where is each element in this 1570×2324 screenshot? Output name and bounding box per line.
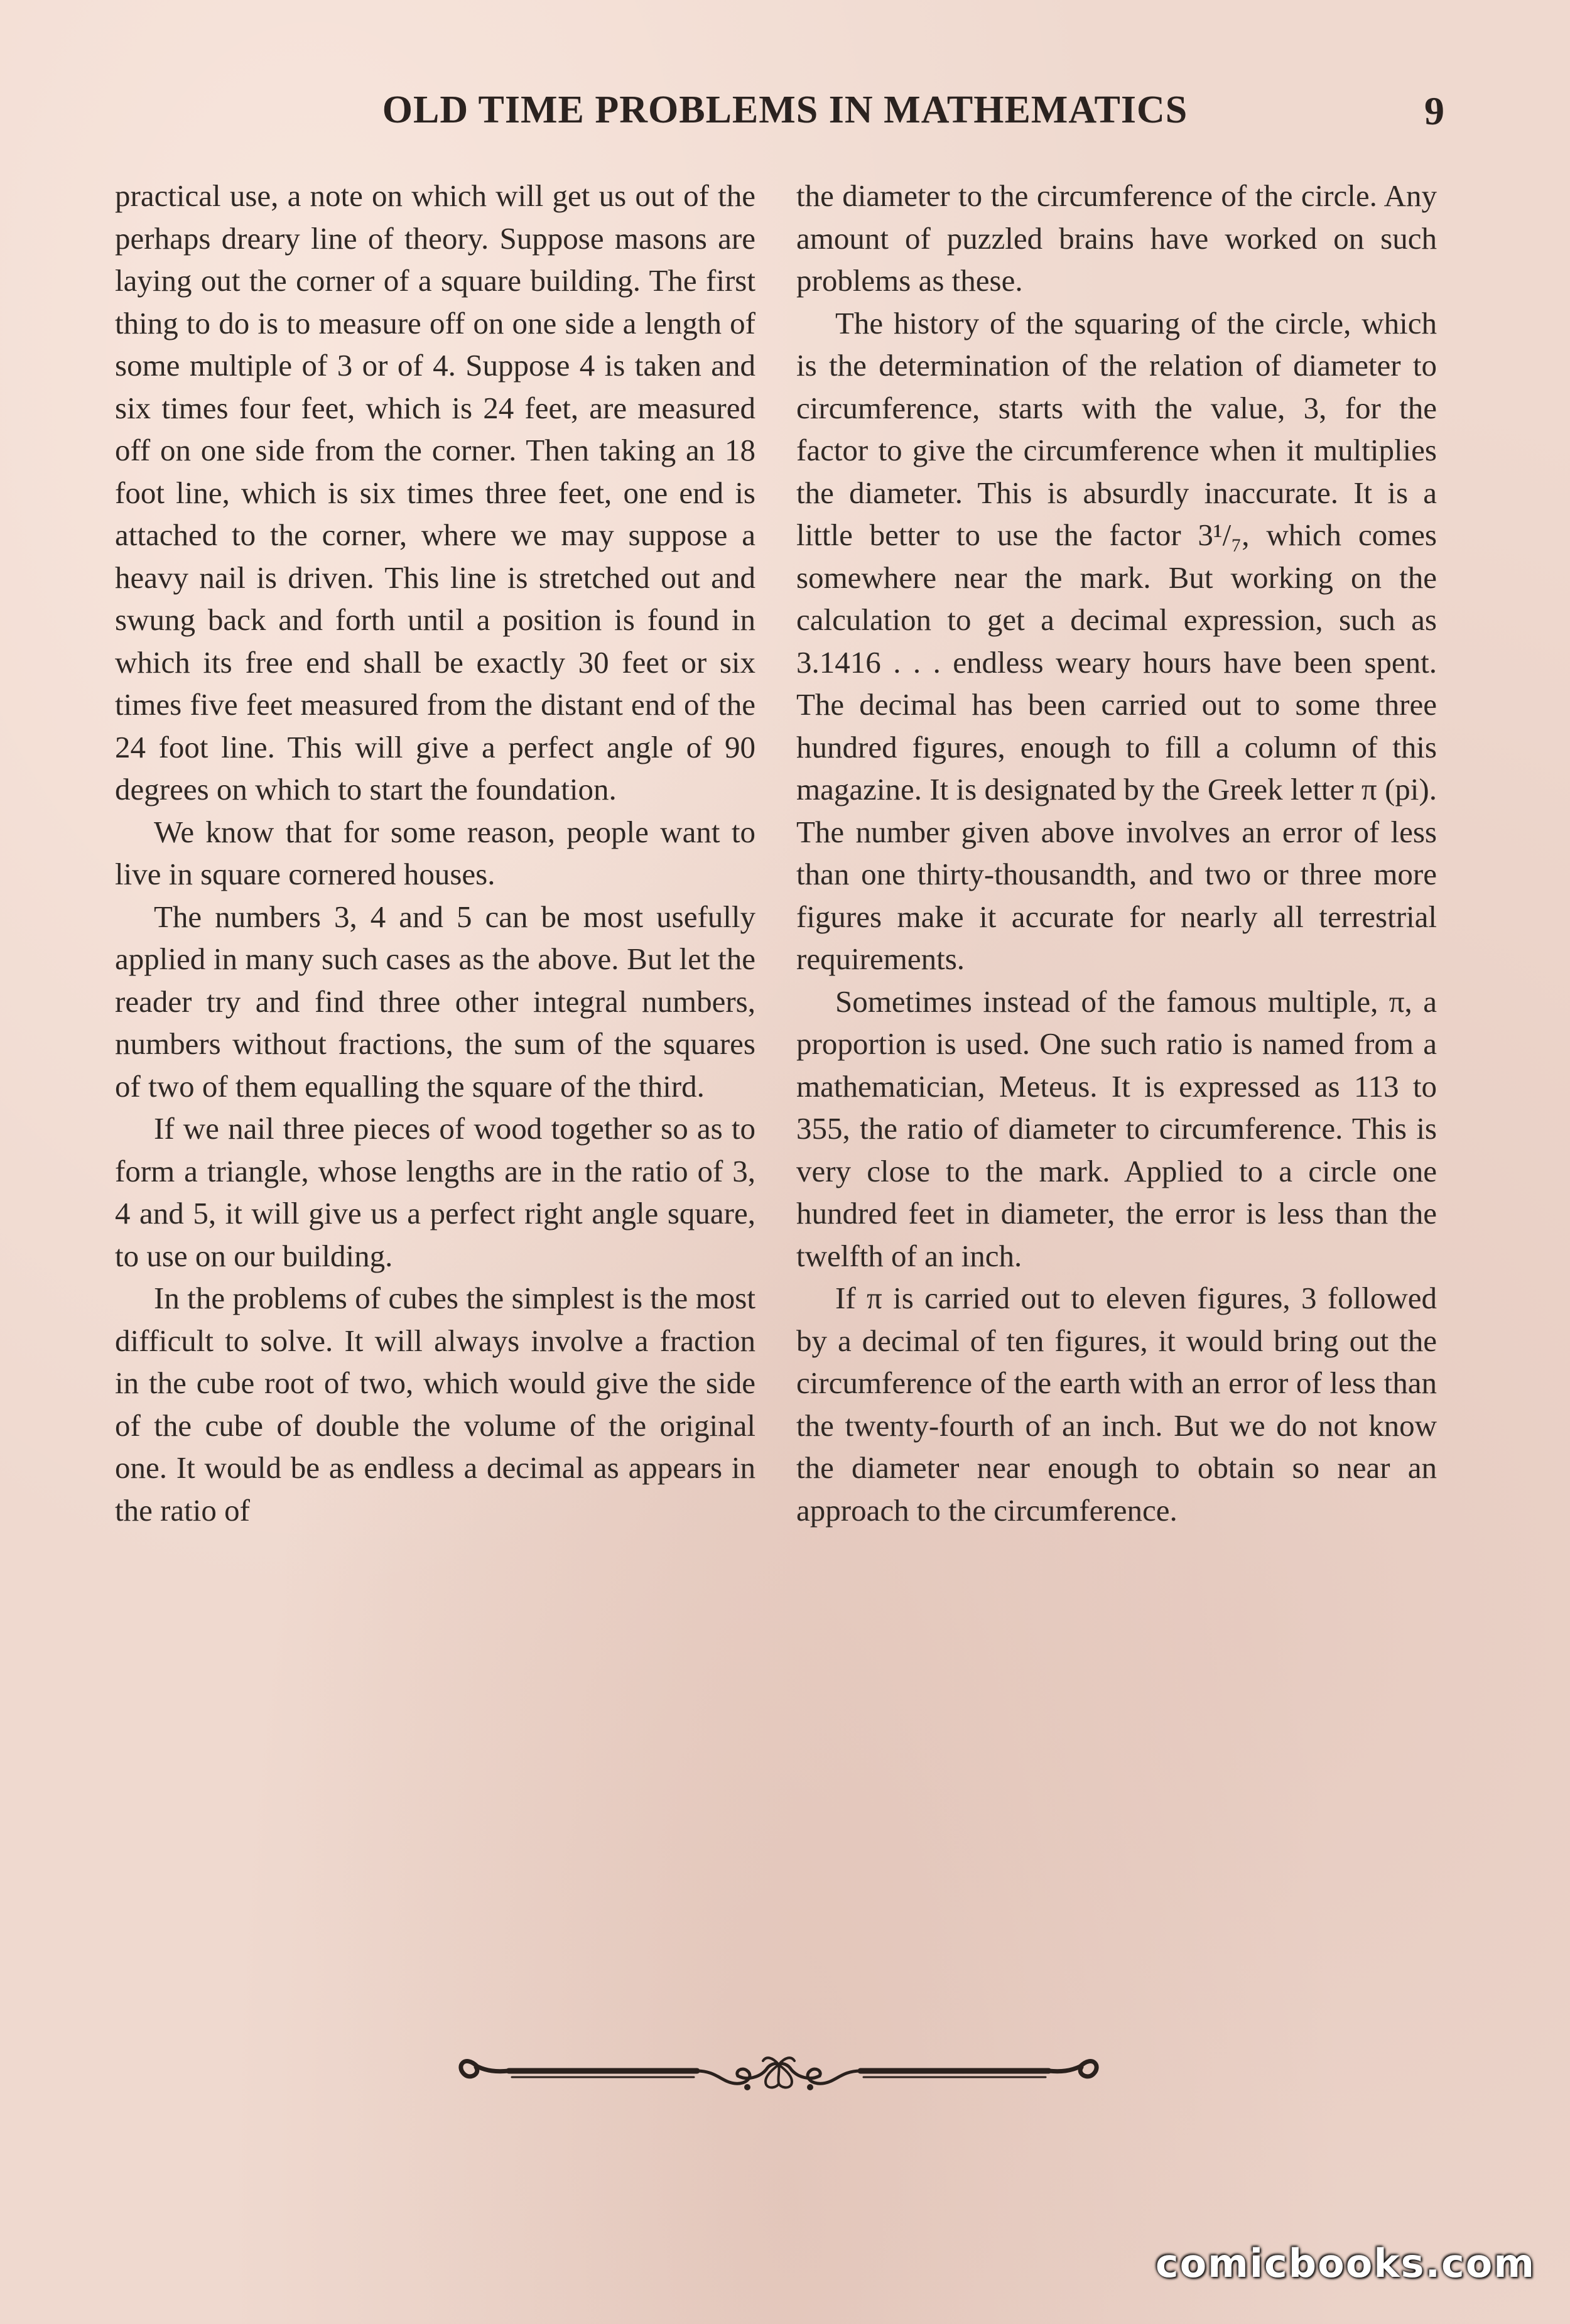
watermark: comicbooks.com (1155, 2240, 1535, 2286)
paragraph: Sometimes instead of the famous multiple, π, a proportion is used. One such ratio is named from a mathematician, Meteus. It is expressed as 113 to 355, the ratio of diameter to circumference. This is very close to the mark. Applied to a circle one hundred feet in diameter, the error is less than the twelfth of an inch. (796, 984, 1437, 1273)
paragraph: In the problems of cubes the simplest is the most difficult to solve. It will always involve a fraction in the cube root of two, which would give the side of the cube of double the volume of the original one. It would be as endless a decimal as appears in the ratio of (115, 1281, 755, 1528)
page-number: 9 (1424, 89, 1444, 133)
page-header (113, 88, 1457, 144)
scroll-flourish-divider-icon (452, 2032, 1105, 2101)
paragraph: If we nail three pieces of wood together so as to form a triangle, whose lengths are in the ratio of 3, 4 and 5, it will give us a perfect right angle square, to use on our building. (115, 1111, 755, 1273)
paragraph: the diameter to the circumference of the circle. Any amount of puzzled brains have worked on such problems as these. (796, 178, 1437, 298)
paragraph: If π is carried out to eleven figures, 3 followed by a decimal of ten figures, it would bring out the circumference of the earth with an error of less than the twenty-fourth of an inch. But we do not know the diameter near enough to obtain so near an approach to the circumference. (796, 1281, 1437, 1528)
paragraph: practical use, a note on which will get us out of the perhaps dreary line of theory. Suppose masons are laying out the corner of a square building. The first thing to do is to measure off on one side a length of some multiple of 3 or of 4. Suppose 4 is taken and six times four feet, which is 24 feet, are measured off on one side from the corner. Then taking an 18 foot line, which is six times three feet, one end is attached to the corner, where we may suppose a heavy nail is driven. This line is stretched out and swung back and forth until a position is found in which its free end shall be exactly 30 feet or six times five feet measured from the distant end of the 24 foot line. This will give a perfect angle of 90 degrees on which to start the foundation. (115, 178, 755, 806)
running-head: OLD TIME PROBLEMS IN MATHEMATICS (382, 89, 1188, 131)
right-column (796, 175, 1437, 1531)
left-column (115, 175, 755, 1531)
paragraph: The numbers 3, 4 and 5 can be most usefully applied in many such cases as the above. But let the reader try and find three other integral numbers, numbers without fractions, the sum of the squares of two of them equalling the square of the third. (115, 899, 755, 1104)
paragraph: The history of the squaring of the circle, which is the determination of the relation of diameter to circumference, starts with the value, 3, for the factor to give the circumference when it multiplies the diameter. This is absurdly inaccurate. It is a little better to use the factor 3¹/₇, which comes somewhere near the mark. But working on the calculation to get a decimal expression, such as 3.1416 . . . endless weary hours have been spent. The decimal has been carried out to some three hundred figures, enough to fill a column of this magazine. It is designated by the Greek letter π (pi). The number given above involves an error of less than one thirty-thousandth, and two or three more figures make it accurate for nearly all terrestrial requirements. (796, 305, 1437, 976)
paragraph: We know that for some reason, people want to live in square cornered houses. (115, 814, 755, 891)
